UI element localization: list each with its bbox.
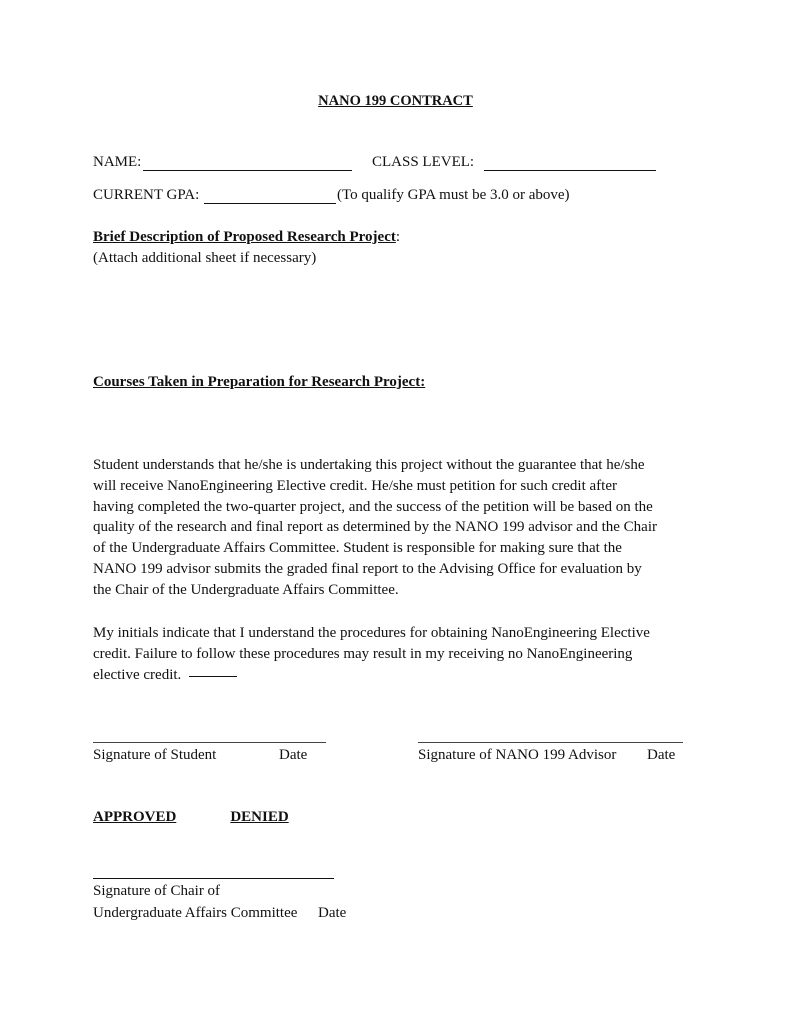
agreement-line: having completed the two-quarter project, and the success of the petition will be based on the [93,498,653,515]
gpa-label: CURRENT GPA: [93,187,200,203]
advisor-signature-label: Signature of NANO 199 Advisor [418,747,617,763]
page-title: NANO 199 CONTRACT [318,93,473,109]
research-heading-colon: : [395,229,401,245]
courses-heading: Courses Taken in Preparation for Research Project: [93,374,426,390]
initials-line: My initials indicate that I understand the procedures for obtaining NanoEngineering Elective [93,625,650,641]
agreement-line: of the Undergraduate Affairs Committee. Student is responsible for making sure that the [93,540,622,557]
research-note: (Attach additional sheet if necessary) [93,250,317,266]
research-heading [93,229,400,246]
class-level-field[interactable] [484,170,656,171]
student-date-label: Date [279,747,308,763]
decision-row [93,809,289,826]
class-level-label: CLASS LEVEL: [372,154,475,170]
initials-line: credit. Failure to follow these procedures may result in my receiving no NanoEngineering [93,645,633,662]
student-signature-label: Signature of Student [93,747,217,763]
chair-signature-label: Signature of Chair of [93,883,221,899]
initials-line-text: elective credit. [93,666,182,683]
research-heading-text: Brief Description of Proposed Research Project [93,229,396,245]
approved-option[interactable]: APPROVED [93,809,177,825]
agreement-line: Student understands that he/she is undertaking this project without the guarantee that he/she [93,457,645,473]
gpa-field[interactable] [204,203,336,204]
initials-line [93,665,693,686]
advisor-date-label: Date [647,747,676,763]
chair-signature-line[interactable] [93,878,334,879]
chair-date-label: Date [318,905,347,921]
initials-paragraph [93,623,693,685]
gpa-note: (To qualify GPA must be 3.0 or above) [337,187,570,203]
agreement-paragraph [93,455,693,601]
agreement-line: will receive NanoEngineering Elective credit. He/she must petition for such credit after [93,477,617,494]
initials-field[interactable] [189,676,237,677]
name-field[interactable] [143,170,352,171]
advisor-signature-line[interactable] [418,742,683,743]
agreement-line: the Chair of the Undergraduate Affairs Committee. [93,581,399,598]
agreement-line: quality of the research and final report as determined by the NANO 199 advisor and the Chair [93,519,657,536]
chair-committee-label: Undergraduate Affairs Committee [93,905,298,921]
denied-option[interactable]: DENIED [230,809,289,825]
name-label: NAME: [93,154,142,170]
agreement-line: NANO 199 advisor submits the graded final report to the Advising Office for evaluation by [93,560,642,577]
student-signature-line[interactable] [93,742,326,743]
